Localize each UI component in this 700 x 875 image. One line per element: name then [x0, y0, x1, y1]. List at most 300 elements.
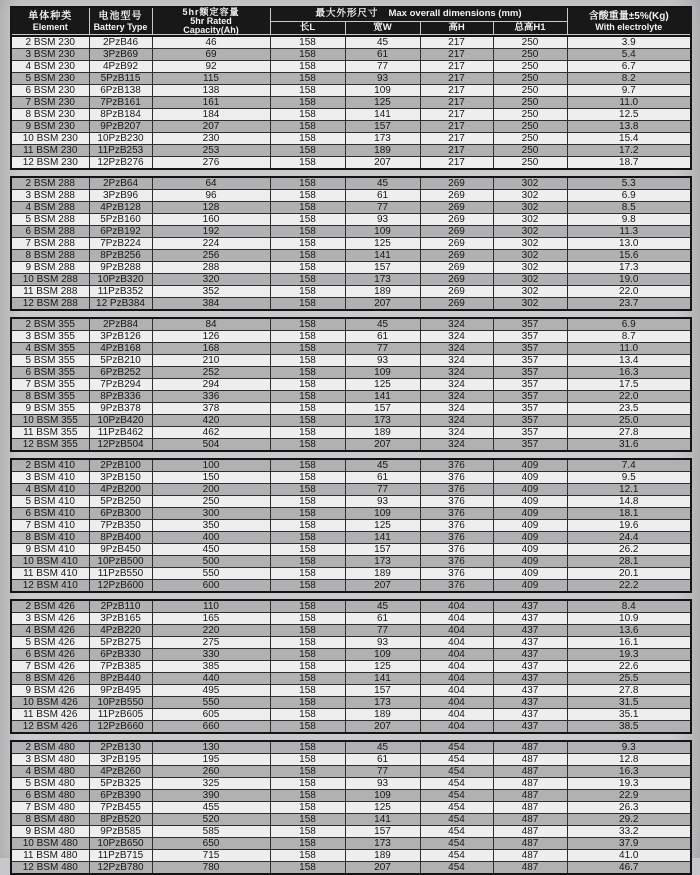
height-cell: 217 — [420, 85, 493, 97]
table-row — [11, 121, 691, 133]
battery-type-cell: 10PzB500 — [89, 556, 152, 568]
battery-type-cell: 7PzB161 — [89, 97, 152, 109]
total-height-cell: 357 — [493, 415, 567, 427]
total-height-cell: 250 — [493, 121, 567, 133]
element-cell: 6 BSM 410 — [11, 508, 89, 520]
battery-type-cell: 8PzB336 — [89, 391, 152, 403]
length-cell: 158 — [270, 625, 345, 637]
height-cell: 324 — [420, 367, 493, 379]
battery-type-cell: 7PzB294 — [89, 379, 152, 391]
total-height-cell: 409 — [493, 580, 567, 593]
element-cell: 7 BSM 355 — [11, 379, 89, 391]
width-cell: 109 — [345, 367, 420, 379]
height-cell: 324 — [420, 439, 493, 452]
capacity-cell: 330 — [152, 649, 270, 661]
capacity-cell: 275 — [152, 637, 270, 649]
height-cell: 217 — [420, 97, 493, 109]
weight-cell: 10.9 — [567, 613, 691, 625]
spec-block — [10, 176, 692, 311]
battery-type-cell: 12PzB504 — [89, 439, 152, 452]
battery-type-cell: 10PzB650 — [89, 838, 152, 850]
element-cell: 6 BSM 426 — [11, 649, 89, 661]
total-height-cell: 437 — [493, 661, 567, 673]
capacity-cell: 385 — [152, 661, 270, 673]
length-cell: 158 — [270, 721, 345, 734]
element-cell: 11 BSM 480 — [11, 850, 89, 862]
table-row — [11, 709, 691, 721]
capacity-cell: 780 — [152, 862, 270, 875]
table-row — [11, 721, 691, 734]
element-cell: 3 BSM 480 — [11, 754, 89, 766]
table-row — [11, 238, 691, 250]
width-cell: 93 — [345, 778, 420, 790]
capacity-cell: 230 — [152, 133, 270, 145]
total-height-cell: 437 — [493, 697, 567, 709]
length-cell: 158 — [270, 367, 345, 379]
total-height-cell: 437 — [493, 721, 567, 734]
battery-type-cell: 6PzB252 — [89, 367, 152, 379]
total-height-cell: 302 — [493, 202, 567, 214]
element-cell: 8 BSM 426 — [11, 673, 89, 685]
height-cell: 269 — [420, 250, 493, 262]
battery-type-cell: 12PzB660 — [89, 721, 152, 734]
element-cell: 12 BSM 230 — [11, 157, 89, 170]
weight-cell: 35.1 — [567, 709, 691, 721]
battery-type-cell: 11PzB550 — [89, 568, 152, 580]
table-row — [11, 250, 691, 262]
capacity-cell: 184 — [152, 109, 270, 121]
weight-cell: 13.4 — [567, 355, 691, 367]
width-cell: 189 — [345, 568, 420, 580]
table-row — [11, 403, 691, 415]
capacity-cell: 138 — [152, 85, 270, 97]
height-cell: 404 — [420, 613, 493, 625]
battery-type-cell: 9PzB450 — [89, 544, 152, 556]
element-cell: 10 BSM 288 — [11, 274, 89, 286]
battery-type-cell: 8PzB400 — [89, 532, 152, 544]
element-cell: 4 BSM 410 — [11, 484, 89, 496]
total-height-cell: 409 — [493, 496, 567, 508]
total-height-cell: 487 — [493, 862, 567, 875]
width-cell: 125 — [345, 238, 420, 250]
capacity-cell: 585 — [152, 826, 270, 838]
total-height-cell: 302 — [493, 177, 567, 190]
weight-cell: 20.1 — [567, 568, 691, 580]
width-cell: 109 — [345, 508, 420, 520]
weight-cell: 8.5 — [567, 202, 691, 214]
weight-cell: 16.3 — [567, 766, 691, 778]
width-cell: 157 — [345, 262, 420, 274]
capacity-cell: 462 — [152, 427, 270, 439]
width-cell: 207 — [345, 580, 420, 593]
table-row — [11, 520, 691, 532]
height-cell: 454 — [420, 741, 493, 754]
width-cell: 61 — [345, 472, 420, 484]
total-height-cell: 250 — [493, 61, 567, 73]
width-cell: 45 — [345, 459, 420, 472]
length-cell: 158 — [270, 661, 345, 673]
total-height-cell: 302 — [493, 238, 567, 250]
length-cell: 158 — [270, 61, 345, 73]
battery-type-cell: 10PzB550 — [89, 697, 152, 709]
battery-type-cell: 5PzB250 — [89, 496, 152, 508]
total-height-cell: 437 — [493, 613, 567, 625]
width-cell: 93 — [345, 73, 420, 85]
width-cell: 207 — [345, 157, 420, 170]
height-cell: 454 — [420, 766, 493, 778]
table-row — [11, 439, 691, 452]
battery-type-cell: 4PzB220 — [89, 625, 152, 637]
total-height-cell: 437 — [493, 600, 567, 613]
height-cell: 404 — [420, 697, 493, 709]
height-cell: 454 — [420, 754, 493, 766]
table-row — [11, 109, 691, 121]
weight-cell: 15.4 — [567, 133, 691, 145]
weight-cell: 23.5 — [567, 403, 691, 415]
height-cell: 217 — [420, 145, 493, 157]
width-cell: 173 — [345, 415, 420, 427]
element-cell: 4 BSM 355 — [11, 343, 89, 355]
battery-type-cell: 5PzB325 — [89, 778, 152, 790]
capacity-cell: 161 — [152, 97, 270, 109]
element-cell: 8 BSM 480 — [11, 814, 89, 826]
length-cell: 158 — [270, 802, 345, 814]
length-cell: 158 — [270, 459, 345, 472]
width-cell: 157 — [345, 121, 420, 133]
length-cell: 158 — [270, 826, 345, 838]
height-cell: 324 — [420, 427, 493, 439]
battery-type-cell: 8PzB256 — [89, 250, 152, 262]
battery-type-cell: 3PzB126 — [89, 331, 152, 343]
height-cell: 404 — [420, 625, 493, 637]
header-height: 高H — [420, 21, 493, 35]
height-cell: 269 — [420, 286, 493, 298]
width-cell: 77 — [345, 202, 420, 214]
table-row — [11, 838, 691, 850]
width-cell: 77 — [345, 343, 420, 355]
capacity-cell: 64 — [152, 177, 270, 190]
total-height-cell: 250 — [493, 133, 567, 145]
length-cell: 158 — [270, 145, 345, 157]
height-cell: 376 — [420, 544, 493, 556]
table-row — [11, 673, 691, 685]
capacity-cell: 440 — [152, 673, 270, 685]
width-cell: 45 — [345, 318, 420, 331]
total-height-cell: 487 — [493, 814, 567, 826]
length-cell: 158 — [270, 814, 345, 826]
table-row — [11, 790, 691, 802]
element-cell: 5 BSM 288 — [11, 214, 89, 226]
length-cell: 158 — [270, 472, 345, 484]
length-cell: 158 — [270, 778, 345, 790]
weight-cell: 8.2 — [567, 73, 691, 85]
weight-cell: 33.2 — [567, 826, 691, 838]
table-row — [11, 61, 691, 73]
total-height-cell: 487 — [493, 766, 567, 778]
weight-cell: 3.9 — [567, 36, 691, 49]
weight-cell: 26.3 — [567, 802, 691, 814]
header-dimensions-group — [270, 7, 567, 21]
capacity-cell: 253 — [152, 145, 270, 157]
table-row — [11, 145, 691, 157]
height-cell: 269 — [420, 238, 493, 250]
weight-cell: 22.6 — [567, 661, 691, 673]
height-cell: 324 — [420, 403, 493, 415]
element-cell: 9 BSM 410 — [11, 544, 89, 556]
total-height-cell: 302 — [493, 226, 567, 238]
total-height-cell: 250 — [493, 109, 567, 121]
total-height-cell: 357 — [493, 331, 567, 343]
total-height-cell: 250 — [493, 97, 567, 109]
battery-type-cell: 4PzB92 — [89, 61, 152, 73]
capacity-cell: 207 — [152, 121, 270, 133]
total-height-cell: 409 — [493, 568, 567, 580]
length-cell: 158 — [270, 754, 345, 766]
length-cell: 158 — [270, 286, 345, 298]
battery-type-cell: 11PzB715 — [89, 850, 152, 862]
weight-cell: 22.2 — [567, 580, 691, 593]
length-cell: 158 — [270, 214, 345, 226]
total-height-cell: 250 — [493, 145, 567, 157]
element-cell: 5 BSM 230 — [11, 73, 89, 85]
height-cell: 269 — [420, 298, 493, 311]
length-cell: 158 — [270, 673, 345, 685]
battery-type-cell: 10PzB420 — [89, 415, 152, 427]
capacity-cell: 168 — [152, 343, 270, 355]
weight-cell: 13.6 — [567, 625, 691, 637]
weight-cell: 15.6 — [567, 250, 691, 262]
table-row — [11, 286, 691, 298]
total-height-cell: 437 — [493, 673, 567, 685]
height-cell: 269 — [420, 202, 493, 214]
header-capacity-en1: 5hr Rated — [190, 16, 232, 26]
total-height-cell: 487 — [493, 850, 567, 862]
battery-type-cell: 9PzB585 — [89, 826, 152, 838]
header-battery-type-zh: 电池型号 — [98, 10, 143, 22]
element-cell: 8 BSM 288 — [11, 250, 89, 262]
width-cell: 61 — [345, 331, 420, 343]
height-cell: 324 — [420, 415, 493, 427]
length-cell: 158 — [270, 850, 345, 862]
width-cell: 77 — [345, 625, 420, 637]
width-cell: 189 — [345, 145, 420, 157]
width-cell: 173 — [345, 274, 420, 286]
width-cell: 125 — [345, 97, 420, 109]
weight-cell: 24.4 — [567, 532, 691, 544]
total-height-cell: 357 — [493, 367, 567, 379]
width-cell: 61 — [345, 613, 420, 625]
total-height-cell: 250 — [493, 73, 567, 85]
element-cell: 2 BSM 230 — [11, 36, 89, 49]
height-cell: 269 — [420, 226, 493, 238]
header-dimensions-zh: 最大外形尺寸 — [315, 8, 379, 20]
height-cell: 324 — [420, 355, 493, 367]
table-row — [11, 331, 691, 343]
height-cell: 454 — [420, 850, 493, 862]
capacity-cell: 128 — [152, 202, 270, 214]
length-cell: 158 — [270, 580, 345, 593]
battery-type-cell: 9PzB495 — [89, 685, 152, 697]
length-cell: 158 — [270, 391, 345, 403]
table-row — [11, 36, 691, 49]
capacity-cell: 252 — [152, 367, 270, 379]
width-cell: 189 — [345, 709, 420, 721]
height-cell: 376 — [420, 459, 493, 472]
weight-cell: 23.7 — [567, 298, 691, 311]
capacity-cell: 605 — [152, 709, 270, 721]
height-cell: 404 — [420, 721, 493, 734]
spec-block — [10, 599, 692, 734]
battery-type-cell: 7PzB224 — [89, 238, 152, 250]
capacity-cell: 325 — [152, 778, 270, 790]
element-cell: 8 BSM 410 — [11, 532, 89, 544]
total-height-cell: 357 — [493, 355, 567, 367]
height-cell: 324 — [420, 343, 493, 355]
battery-type-cell: 2PzB100 — [89, 459, 152, 472]
length-cell: 158 — [270, 484, 345, 496]
table-row — [11, 274, 691, 286]
battery-type-cell: 3PzB69 — [89, 49, 152, 61]
capacity-cell: 504 — [152, 439, 270, 452]
capacity-cell: 600 — [152, 580, 270, 593]
capacity-cell: 400 — [152, 532, 270, 544]
element-cell: 11 BSM 355 — [11, 427, 89, 439]
height-cell: 404 — [420, 673, 493, 685]
height-cell: 217 — [420, 133, 493, 145]
element-cell: 9 BSM 230 — [11, 121, 89, 133]
length-cell: 158 — [270, 202, 345, 214]
weight-cell: 12.5 — [567, 109, 691, 121]
element-cell: 7 BSM 288 — [11, 238, 89, 250]
height-cell: 217 — [420, 121, 493, 133]
length-cell: 158 — [270, 177, 345, 190]
element-cell: 6 BSM 355 — [11, 367, 89, 379]
height-cell: 376 — [420, 472, 493, 484]
total-height-cell: 357 — [493, 343, 567, 355]
element-cell: 3 BSM 288 — [11, 190, 89, 202]
length-cell: 158 — [270, 298, 345, 311]
element-cell: 5 BSM 410 — [11, 496, 89, 508]
table-row — [11, 496, 691, 508]
header-weight — [567, 7, 691, 35]
element-cell: 4 BSM 480 — [11, 766, 89, 778]
weight-cell: 38.5 — [567, 721, 691, 734]
width-cell: 207 — [345, 862, 420, 875]
width-cell: 93 — [345, 214, 420, 226]
element-cell: 11 BSM 426 — [11, 709, 89, 721]
width-cell: 207 — [345, 298, 420, 311]
height-cell: 376 — [420, 520, 493, 532]
height-cell: 269 — [420, 190, 493, 202]
height-cell: 376 — [420, 580, 493, 593]
capacity-cell: 550 — [152, 697, 270, 709]
element-cell: 12 BSM 355 — [11, 439, 89, 452]
width-cell: 45 — [345, 600, 420, 613]
length-cell: 158 — [270, 97, 345, 109]
width-cell: 173 — [345, 133, 420, 145]
capacity-cell: 96 — [152, 190, 270, 202]
weight-cell: 9.8 — [567, 214, 691, 226]
spec-block — [10, 740, 692, 875]
total-height-cell: 302 — [493, 190, 567, 202]
total-height-cell: 437 — [493, 637, 567, 649]
width-cell: 77 — [345, 766, 420, 778]
weight-cell: 6.7 — [567, 61, 691, 73]
weight-cell: 46.7 — [567, 862, 691, 875]
weight-cell: 27.8 — [567, 427, 691, 439]
length-cell: 158 — [270, 600, 345, 613]
header-capacity — [152, 7, 270, 35]
width-cell: 189 — [345, 286, 420, 298]
header-capacity-en2: Capacity(Ah) — [183, 24, 239, 35]
weight-cell: 19.3 — [567, 778, 691, 790]
header-weight-zh: 含酸重量±5%(Kg) — [588, 10, 669, 22]
width-cell: 141 — [345, 673, 420, 685]
element-cell: 11 BSM 288 — [11, 286, 89, 298]
weight-cell: 25.5 — [567, 673, 691, 685]
height-cell: 454 — [420, 838, 493, 850]
width-cell: 77 — [345, 484, 420, 496]
weight-cell: 12.8 — [567, 754, 691, 766]
table-row — [11, 427, 691, 439]
capacity-cell: 495 — [152, 685, 270, 697]
weight-cell: 22.0 — [567, 391, 691, 403]
table-row — [11, 568, 691, 580]
table-row — [11, 190, 691, 202]
width-cell: 61 — [345, 754, 420, 766]
height-cell: 404 — [420, 661, 493, 673]
total-height-cell: 409 — [493, 520, 567, 532]
width-cell: 141 — [345, 391, 420, 403]
battery-type-cell: 3PzB150 — [89, 472, 152, 484]
height-cell: 324 — [420, 391, 493, 403]
capacity-cell: 715 — [152, 850, 270, 862]
element-cell: 5 BSM 480 — [11, 778, 89, 790]
capacity-cell: 130 — [152, 741, 270, 754]
capacity-cell: 250 — [152, 496, 270, 508]
battery-type-cell: 9PzB378 — [89, 403, 152, 415]
weight-cell: 18.1 — [567, 508, 691, 520]
length-cell: 158 — [270, 238, 345, 250]
table-row — [11, 298, 691, 311]
table-row — [11, 202, 691, 214]
height-cell: 376 — [420, 556, 493, 568]
table-row — [11, 544, 691, 556]
weight-cell: 13.8 — [567, 121, 691, 133]
table-row — [11, 484, 691, 496]
total-height-cell: 302 — [493, 214, 567, 226]
weight-cell: 11.0 — [567, 343, 691, 355]
height-cell: 217 — [420, 109, 493, 121]
capacity-cell: 200 — [152, 484, 270, 496]
width-cell: 109 — [345, 226, 420, 238]
table-row — [11, 649, 691, 661]
capacity-cell: 550 — [152, 568, 270, 580]
element-cell: 9 BSM 355 — [11, 403, 89, 415]
total-height-cell: 487 — [493, 826, 567, 838]
header-row-top — [11, 7, 691, 21]
element-cell: 4 BSM 230 — [11, 61, 89, 73]
element-cell: 2 BSM 355 — [11, 318, 89, 331]
height-cell: 324 — [420, 379, 493, 391]
weight-cell: 26.2 — [567, 544, 691, 556]
total-height-cell: 357 — [493, 439, 567, 452]
total-height-cell: 357 — [493, 427, 567, 439]
width-cell: 109 — [345, 85, 420, 97]
table-row — [11, 754, 691, 766]
width-cell: 141 — [345, 814, 420, 826]
element-cell: 6 BSM 288 — [11, 226, 89, 238]
